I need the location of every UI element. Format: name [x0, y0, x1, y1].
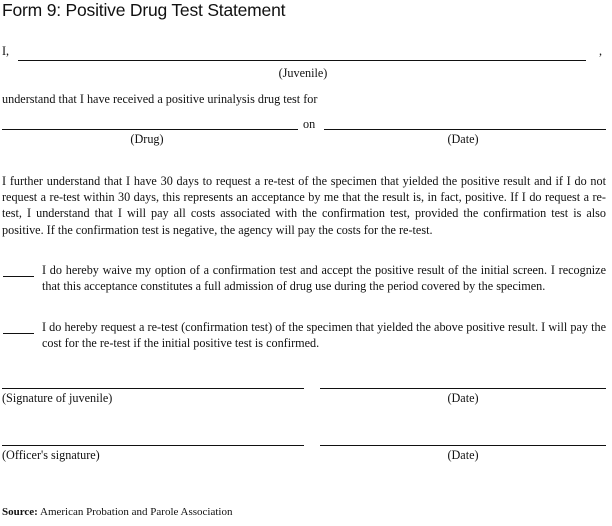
officer-date-line[interactable] — [320, 445, 606, 446]
officer-signature-caption: (Officer's signature) — [2, 448, 100, 462]
drug-caption: (Drug) — [130, 132, 164, 146]
signature-juvenile-caption: (Signature of juvenile) — [2, 391, 113, 405]
test-date-line[interactable] — [324, 129, 606, 130]
source-label: Source: — [2, 506, 38, 518]
juvenile-name-line[interactable] — [18, 60, 586, 61]
waive-option-text: I do hereby waive my option of a confirmation test and accept the positive result of the initial screen. I recognize that this acceptance constitutes a full admission of drug use during the period covered by the specimen. — [42, 263, 606, 294]
retest-option-blank[interactable] — [3, 333, 34, 334]
juvenile-signature-line[interactable] — [2, 388, 304, 389]
officer-date-caption: (Date) — [447, 448, 479, 462]
retest-paragraph: I further understand that I have 30 days to request a re-test of the specimen that yielded the positive result and if I do not request a re-test within 30 days, this represents an acceptance by me that the result is, in fact, positive. If I do request a re-test, I understand that I will pay all costs associated with the confirmation test, provided the confirmation test is also positive. If the confirmation test is negative, the agency will pay the costs for the re-test. — [2, 174, 606, 237]
retest-option-text: I do hereby request a re-test (confirmation test) of the specimen that yielded the above positive result. I will pay the cost for the re-test if the initial positive test is confirmed. — [42, 320, 606, 351]
form-title: Form 9: Positive Drug Test Statement — [2, 0, 286, 20]
date-caption: (Date) — [447, 132, 479, 146]
comma: , — [599, 44, 603, 58]
on-label: on — [303, 117, 316, 131]
waive-option-blank[interactable] — [3, 276, 34, 277]
juvenile-date-caption: (Date) — [447, 391, 479, 405]
juvenile-caption: (Juvenile) — [278, 66, 328, 80]
source-text: American Probation and Parole Association — [40, 506, 233, 518]
source-line — [2, 506, 232, 518]
i-label: I, — [2, 44, 10, 58]
officer-signature-line[interactable] — [2, 445, 304, 446]
juvenile-date-line[interactable] — [320, 388, 606, 389]
received-text: understand that I have received a positive urinalysis drug test for — [2, 92, 318, 106]
drug-line[interactable] — [2, 129, 298, 130]
